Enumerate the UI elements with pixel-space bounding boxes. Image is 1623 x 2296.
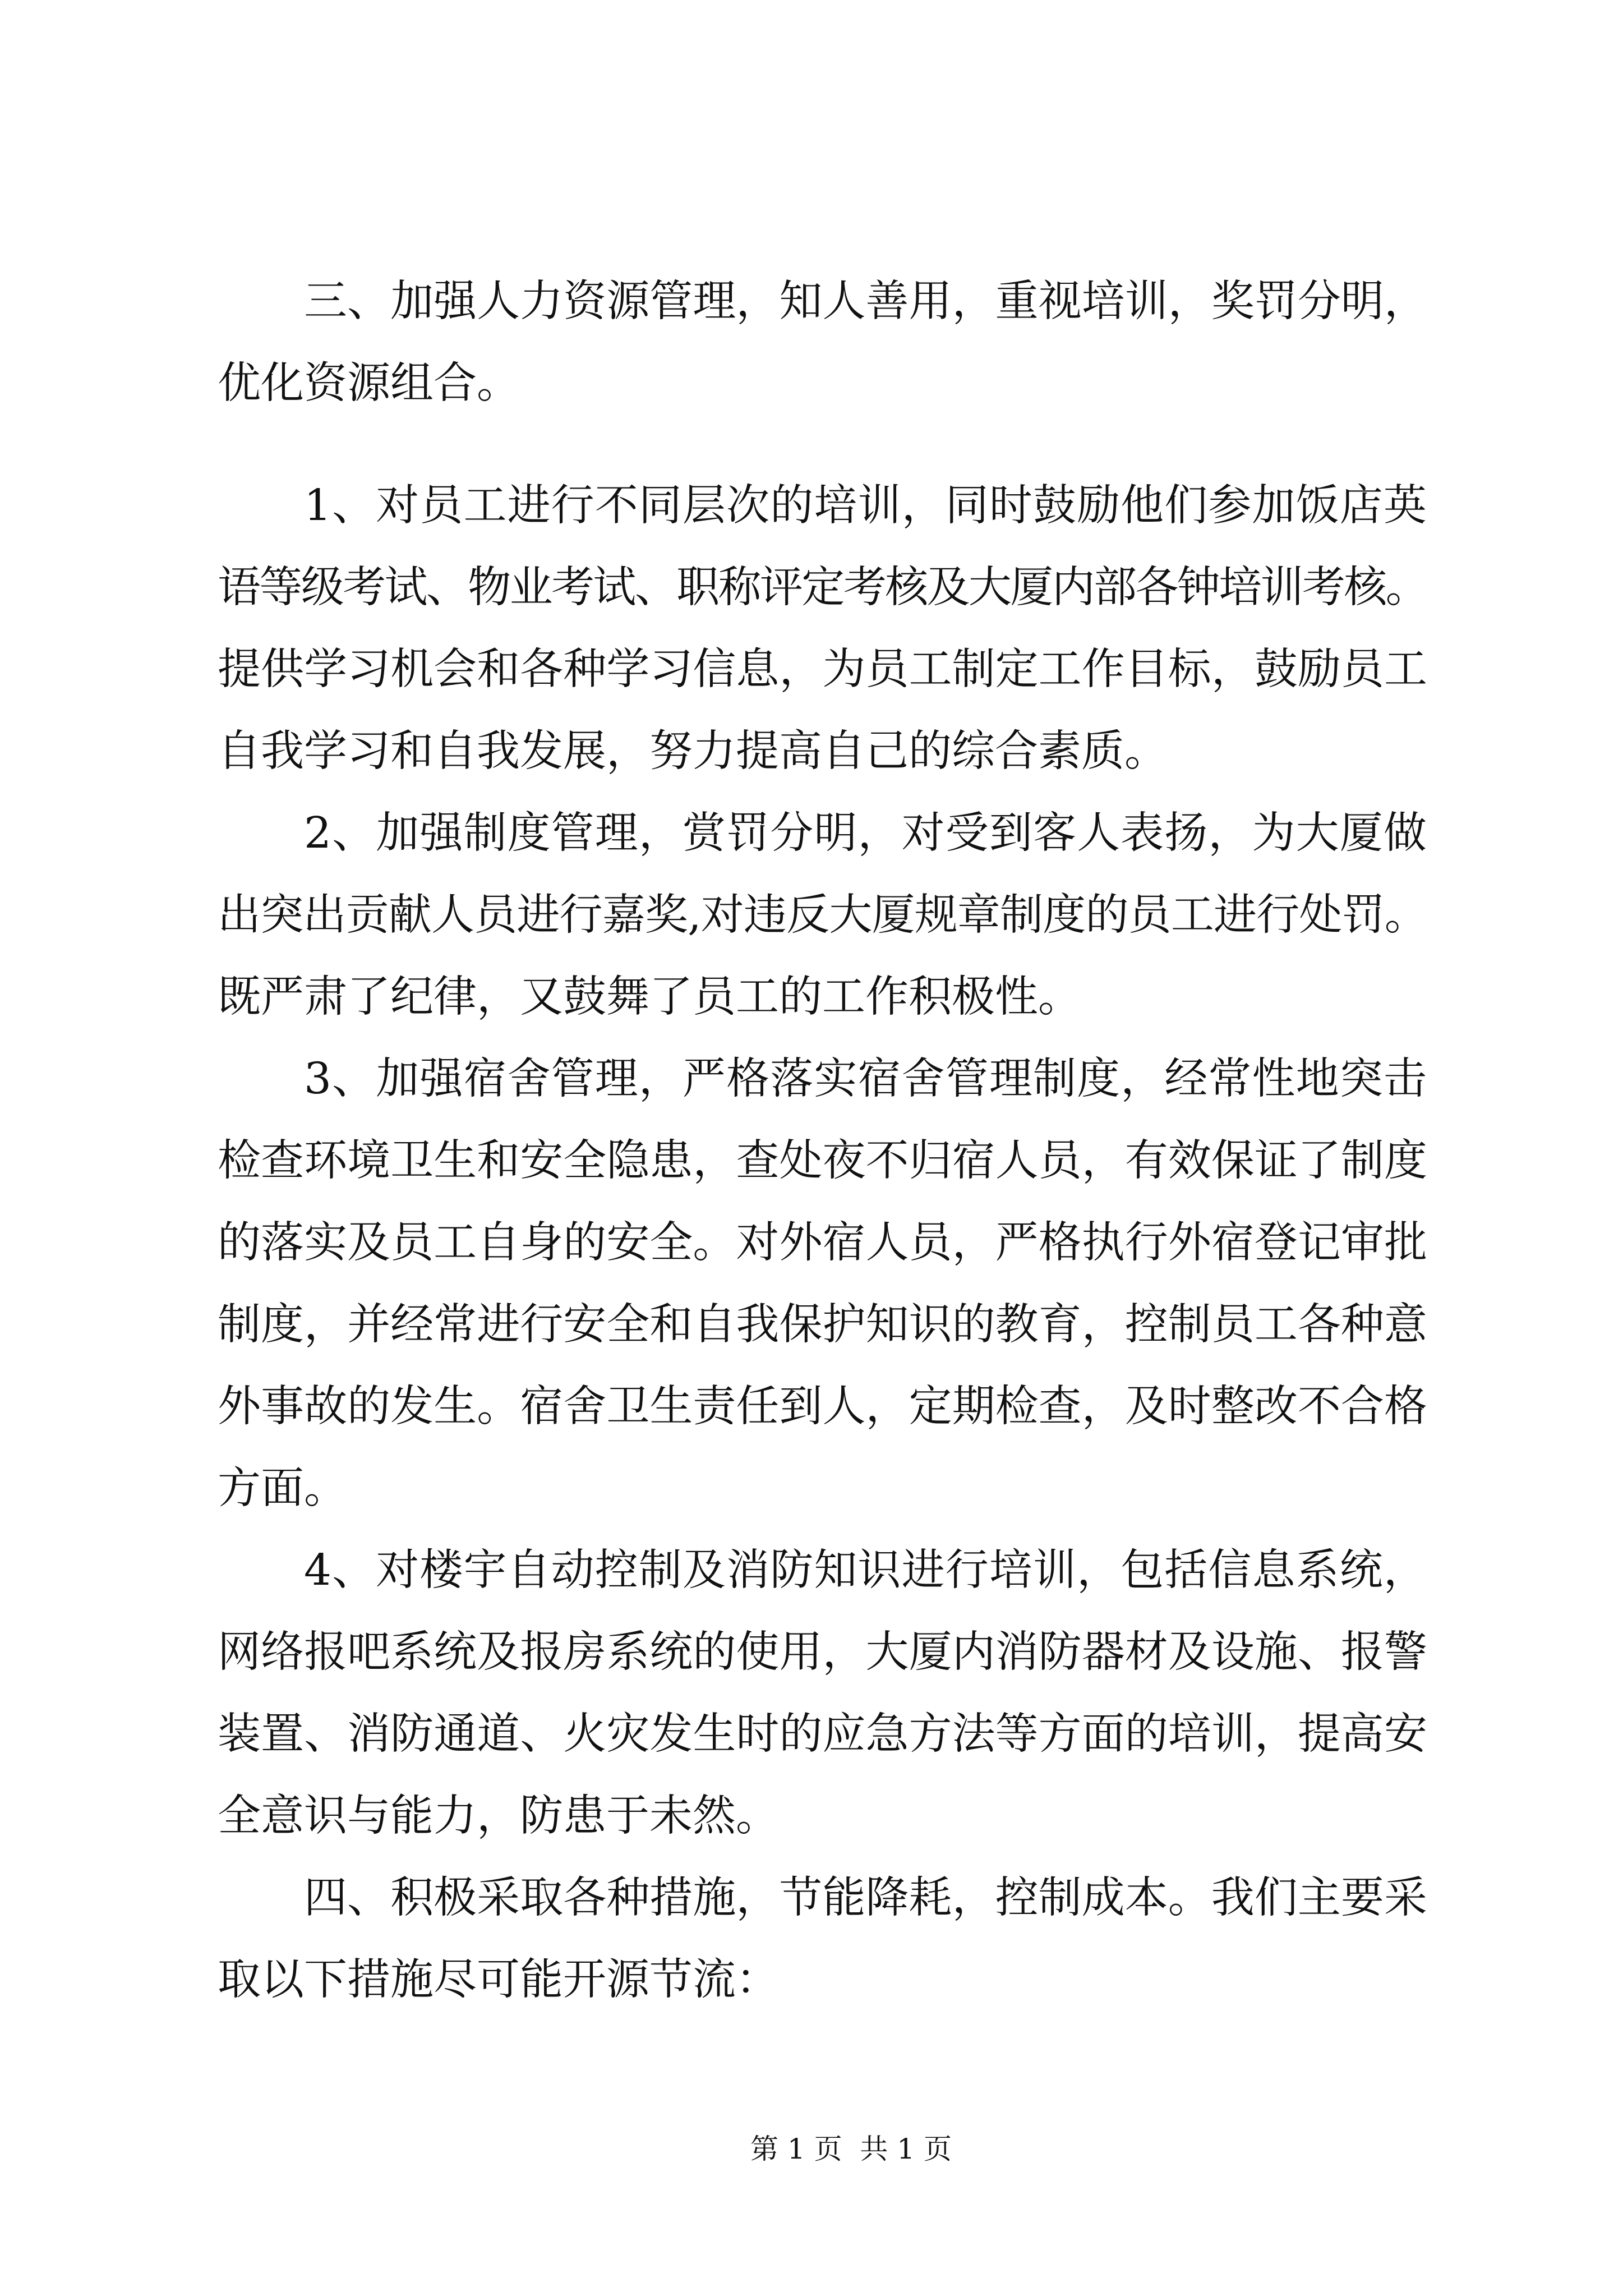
text-line: 三、加强人力资源管理，知人善用，重视培训，奖罚分明，: [304, 277, 1427, 326]
text-line: 1、对员工进行不同层次的培训，同时鼓励他们参加饭店英: [304, 481, 1427, 531]
text-line: 的落实及员工自身的安全。对外宿人员，严格执行外宿登记审批: [218, 1218, 1427, 1268]
text-line: 自我学习和自我发展，努力提高自己的综合素质。: [218, 726, 1168, 776]
text-line: 检查环境卫生和安全隐患，查处夜不归宿人员，有效保证了制度: [218, 1136, 1427, 1186]
text-line: 四、积极采取各种措施，节能降耗，控制成本。我们主要采: [304, 1873, 1427, 1923]
section-heading-paragraph: [218, 261, 1427, 425]
page-footer-label: 第 1 页 共 1 页: [750, 2133, 952, 2165]
text-line: 外事故的发生。宿舍卫生责任到人，定期检查，及时整改不合格: [218, 1382, 1427, 1432]
text-line: 既严肃了纪律，又鼓舞了员工的工作积极性。: [218, 972, 1081, 1022]
text-line: 全意识与能力，防患于未然。: [218, 1791, 779, 1841]
text-line: 3、加强宿舍管理，严格落实宿舍管理制度，经常性地突击: [304, 1054, 1427, 1104]
text-line: 2、加强制度管理，赏罚分明，对受到客人表扬，为大厦做: [304, 808, 1427, 858]
text-line: 提供学习机会和各种学习信息，为员工制定工作目标，鼓励员工: [218, 645, 1427, 694]
list-item-paragraph: [218, 793, 1427, 1038]
section-heading-paragraph: [218, 1857, 1427, 2021]
list-item-paragraph: [218, 1530, 1427, 1857]
text-line: 4、对楼宇自动控制及消防知识进行培训，包括信息系统，: [304, 1545, 1427, 1595]
text-line: 制度，并经常进行安全和自我保护知识的教育，控制员工各种意: [218, 1300, 1427, 1350]
text-line: 取以下措施尽可能开源节流：: [218, 1955, 779, 2005]
text-line: 方面。: [218, 1464, 347, 1513]
text-line: 装置、消防通道、火灾发生时的应急方法等方面的培训，提高安: [218, 1709, 1427, 1759]
text-line: 语等级考试、物业考试、职称评定考核及大厦内部各钟培训考核。: [218, 563, 1427, 613]
text-line: 出突出贡献人员进行嘉奖,对违反大厦规章制度的员工进行处罚。: [218, 890, 1427, 940]
text-line: 优化资源组合。: [218, 358, 520, 408]
text-line: 网络报吧系统及报房系统的使用，大厦内消防器材及设施、报警: [218, 1627, 1427, 1677]
list-item-paragraph: [218, 465, 1427, 793]
list-item-paragraph: [218, 1038, 1427, 1530]
document-body: [218, 261, 1427, 2021]
